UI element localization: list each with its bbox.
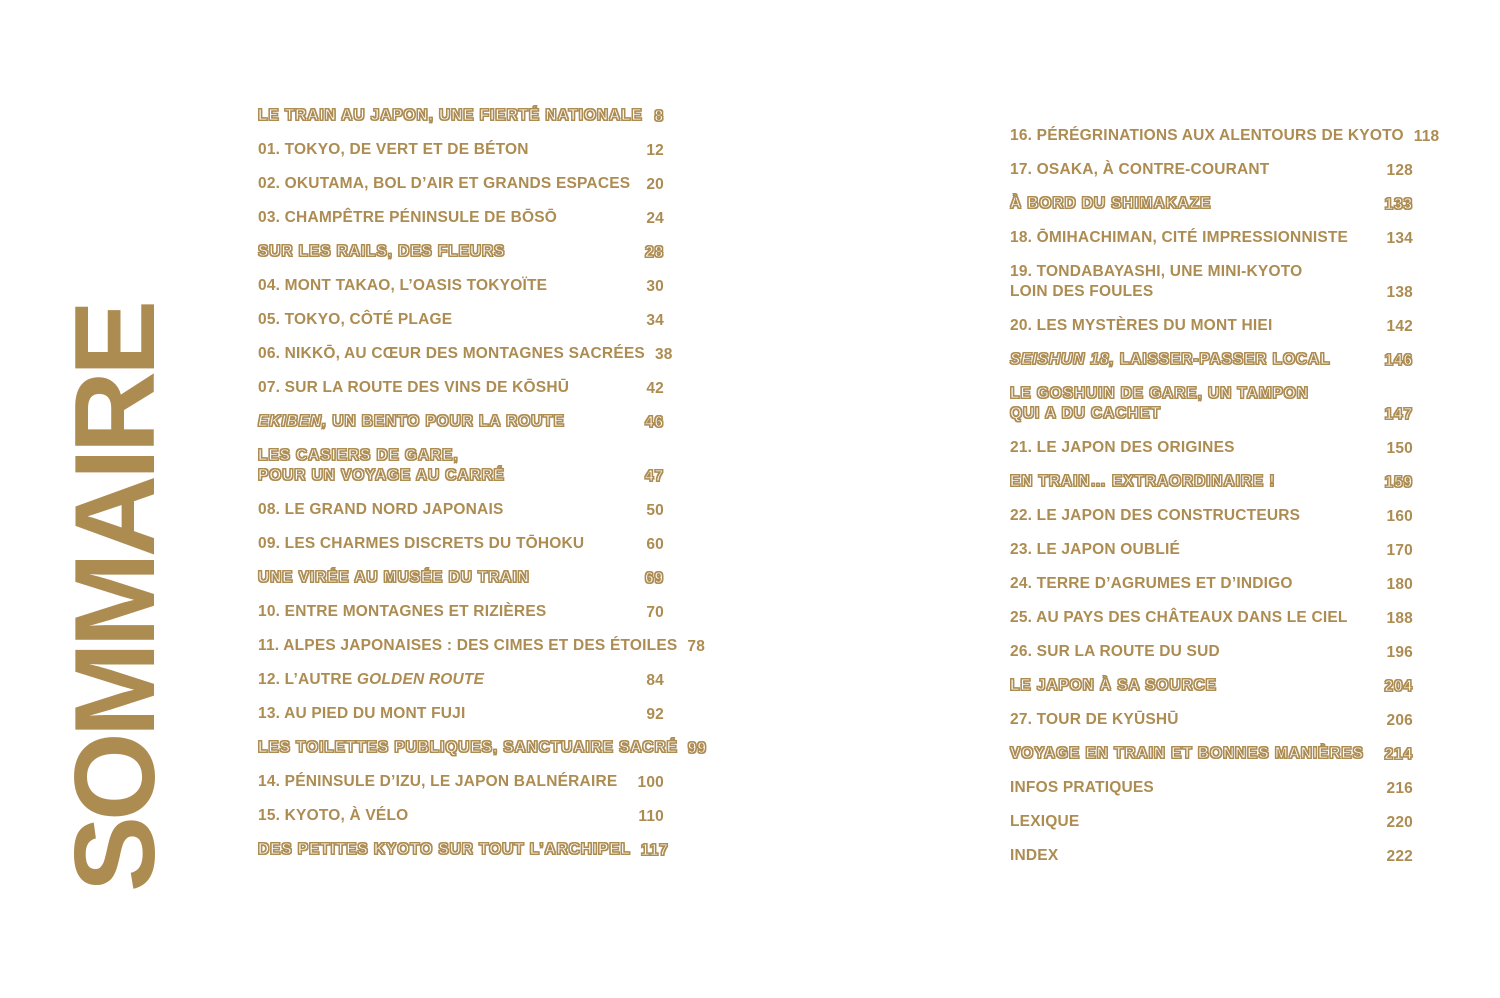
toc-entry-title xyxy=(1010,642,1220,662)
toc-entry-title xyxy=(1010,778,1154,798)
toc-entry-title xyxy=(1010,194,1211,214)
toc-entry xyxy=(258,833,669,867)
toc-entry-title xyxy=(1010,676,1217,696)
toc-entry xyxy=(1010,805,1413,839)
toc-entry-title xyxy=(258,602,546,622)
toc-entry xyxy=(1010,431,1413,465)
toc-entry-page-number: 146 xyxy=(1384,352,1413,369)
toc-entry-page-number: 142 xyxy=(1386,318,1413,335)
toc-entry-title xyxy=(258,446,505,486)
toc-entry-text: 08. LE GRAND NORD JAPONAIS xyxy=(258,501,504,518)
toc-entry-page-number: 70 xyxy=(646,604,664,621)
toc-entry xyxy=(258,697,664,731)
toc-entry-page-number: 204 xyxy=(1384,678,1413,695)
toc-entry-title xyxy=(258,106,643,126)
toc-entry-text: 12. L’AUTRE xyxy=(258,671,357,688)
toc-entry-page-number: 34 xyxy=(646,312,664,329)
toc-entry-text: 23. LE JAPON OUBLIÉ xyxy=(1010,541,1181,558)
toc-entry-page-number: 180 xyxy=(1386,576,1413,593)
toc-entry-title xyxy=(1010,846,1058,866)
toc-left-column xyxy=(258,99,707,867)
toc-entry-text: SEISHUN 18, xyxy=(1010,351,1115,368)
toc-entry-text: 24. TERRE D’AGRUMES ET D’INDIGO xyxy=(1010,575,1293,592)
toc-entry-page-number: 150 xyxy=(1386,440,1413,457)
toc-entry-page-number: 69 xyxy=(644,570,664,587)
toc-entry-text: LAISSER-PASSER LOCAL xyxy=(1114,351,1331,368)
toc-entry-title xyxy=(258,772,617,792)
toc-entry-text: VOYAGE EN TRAIN ET BONNES MANIÈRES xyxy=(1010,745,1364,762)
toc-entry xyxy=(1010,669,1413,703)
toc-entry-text: LE GOSHUIN DE GARE, UN TAMPON xyxy=(1010,385,1309,402)
toc-entry xyxy=(258,595,664,629)
toc-entry-text: 15. KYOTO, À VÉLO xyxy=(258,807,409,824)
toc-entry-text: 03. CHAMPÊTRE PÉNINSULE DE BŌSŌ xyxy=(258,209,558,226)
toc-entry-text: 21. LE JAPON DES ORIGINES xyxy=(1010,439,1235,456)
toc-entry-page-number: 20 xyxy=(646,176,664,193)
toc-entry xyxy=(258,439,664,493)
toc-entry-title xyxy=(258,738,678,758)
toc-entry-title xyxy=(1010,812,1079,832)
toc-entry-page-number: 50 xyxy=(646,502,664,519)
toc-entry-text: 10. ENTRE MONTAGNES ET RIZIÈRES xyxy=(258,603,547,620)
toc-entry-text: QUI A DU CACHET xyxy=(1010,405,1161,422)
toc-entry-page-number: 100 xyxy=(637,774,664,791)
toc-entry-page-number: 110 xyxy=(638,808,664,825)
toc-entry xyxy=(258,371,664,405)
toc-entry-text: LES TOILETTES PUBLIQUES, SANCTUAIRE SACRÉ xyxy=(258,739,678,756)
toc-entry xyxy=(258,133,664,167)
toc-entry xyxy=(258,731,707,765)
toc-entry-title xyxy=(1010,126,1404,146)
toc-entry-page-number: 46 xyxy=(644,414,664,431)
toc-entry-text: 02. OKUTAMA, BOL D’AIR ET GRANDS ESPACES xyxy=(258,175,631,192)
toc-entry-text: 20. LES MYSTÈRES DU MONT HIEI xyxy=(1010,317,1273,334)
toc-entry-text: LOIN DES FOULES xyxy=(1010,283,1154,300)
toc-entry-page-number: 84 xyxy=(646,672,664,689)
toc-entry-page-number: 134 xyxy=(1386,230,1413,247)
toc-entry-text: 13. AU PIED DU MONT FUJI xyxy=(258,705,466,722)
toc-entry-text: 04. MONT TAKAO, L’OASIS TOKYOÏTE xyxy=(258,277,548,294)
toc-entry-text: POUR UN VOYAGE AU CARRÉ xyxy=(258,467,505,484)
toc-entry-page-number: 216 xyxy=(1386,780,1413,797)
toc-entry xyxy=(1010,465,1413,499)
toc-entry-title xyxy=(258,140,529,160)
toc-entry-page-number: 78 xyxy=(687,638,706,655)
toc-entry xyxy=(1010,771,1413,805)
toc-entry-text: 18. ŌMIHACHIMAN, CITÉ IMPRESSIONNISTE xyxy=(1010,229,1349,246)
toc-entry-page-number: 220 xyxy=(1386,814,1413,831)
toc-entry-text: EKIBEN, xyxy=(258,413,328,430)
toc-entry xyxy=(1010,635,1413,669)
toc-entry-text: 19. TONDABAYASHI, UNE MINI-KYOTO xyxy=(1010,263,1303,280)
toc-entry xyxy=(1010,703,1413,737)
toc-entry-title xyxy=(1010,350,1330,370)
toc-entry-text: 25. AU PAYS DES CHÂTEAUX DANS LE CIEL xyxy=(1010,609,1348,626)
toc-entry xyxy=(1010,153,1413,187)
toc-entry-page-number: 118 xyxy=(1413,128,1440,145)
toc-entry-title xyxy=(1010,160,1269,180)
toc-entry xyxy=(1010,221,1413,255)
toc-entry-page-number: 206 xyxy=(1386,712,1413,729)
toc-entry-title xyxy=(258,670,484,690)
toc-entry xyxy=(258,629,706,663)
toc-entry xyxy=(258,269,664,303)
toc-entry-title xyxy=(258,568,530,588)
toc-entry-page-number: 8 xyxy=(654,108,664,125)
toc-entry-page-number: 47 xyxy=(644,468,664,485)
toc-entry-page-number: 133 xyxy=(1384,196,1413,213)
toc-entry xyxy=(1010,567,1413,601)
toc-entry xyxy=(258,337,673,371)
toc-entry xyxy=(1010,737,1413,771)
toc-right-column xyxy=(1010,119,1440,873)
toc-entry-text: 26. SUR LA ROUTE DU SUD xyxy=(1010,643,1220,660)
toc-entry-text: LEXIQUE xyxy=(1010,813,1080,830)
toc-entry xyxy=(258,303,664,337)
toc-entry-text: 17. OSAKA, À CONTRE-COURANT xyxy=(1010,161,1270,178)
toc-entry-title xyxy=(258,704,465,724)
toc-entry-text: 09. LES CHARMES DISCRETS DU TŌHOKU xyxy=(258,535,585,552)
toc-entry xyxy=(1010,377,1413,431)
toc-entry-text: 16. PÉRÉGRINATIONS AUX ALENTOURS DE KYOTO xyxy=(1010,127,1404,144)
toc-entry-title xyxy=(1010,744,1364,764)
toc-entry xyxy=(1010,839,1413,873)
toc-entry xyxy=(1010,601,1413,635)
toc-entry-title xyxy=(258,500,504,520)
toc-entry-title xyxy=(258,174,630,194)
toc-entry-title xyxy=(258,412,565,432)
toc-entry-title xyxy=(258,276,547,296)
toc-entry-title xyxy=(1010,608,1348,628)
toc-entry-page-number: 117 xyxy=(640,842,669,859)
toc-entry-title xyxy=(258,636,677,656)
toc-entry-title xyxy=(258,378,569,398)
toc-entry xyxy=(258,799,664,833)
toc-entry-text: À BORD DU SHIMAKAZE xyxy=(1010,195,1212,212)
toc-entry-page-number: 42 xyxy=(646,380,664,397)
toc-entry-text: 06. NIKKŌ, AU CŒUR DES MONTAGNES SACRÉES xyxy=(258,345,645,362)
toc-entry-text: DES PETITES KYOTO SUR TOUT L’ARCHIPEL xyxy=(258,841,631,858)
toc-entry-text: 07. SUR LA ROUTE DES VINS DE KŌSHŪ xyxy=(258,379,570,396)
toc-entry-text: 05. TOKYO, CÔTÉ PLAGE xyxy=(258,311,453,328)
toc-entry-title xyxy=(1010,384,1309,424)
toc-entry-text: INFOS PRATIQUES xyxy=(1010,779,1154,796)
toc-entry-page-number: 222 xyxy=(1386,848,1413,865)
toc-entry-text: EN TRAIN… EXTRAORDINAIRE ! xyxy=(1010,473,1276,490)
toc-entry xyxy=(258,493,664,527)
page-title: SOMMAIRE xyxy=(52,305,179,892)
toc-entry-title xyxy=(258,310,452,330)
toc-entry-text: SUR LES RAILS, DES FLEURS xyxy=(258,243,506,260)
toc-entry xyxy=(1010,499,1413,533)
toc-entry-page-number: 30 xyxy=(646,278,664,295)
toc-entry-text: 01. TOKYO, DE VERT ET DE BÉTON xyxy=(258,141,529,158)
toc-entry-page-number: 28 xyxy=(644,244,664,261)
toc-entry-page-number: 214 xyxy=(1384,746,1413,763)
toc-entry-text: LE JAPON À SA SOURCE xyxy=(1010,677,1217,694)
toc-entry-title xyxy=(1010,540,1180,560)
toc-entry xyxy=(258,167,664,201)
toc-entry xyxy=(258,99,664,133)
toc-entry-title xyxy=(1010,710,1179,730)
toc-entry-title xyxy=(1010,438,1235,458)
toc-entry-page-number: 24 xyxy=(646,210,664,227)
toc-entry-page-number: 128 xyxy=(1386,162,1413,179)
toc-entry-title xyxy=(258,242,505,262)
toc-entry xyxy=(258,235,664,269)
toc-entry-page-number: 159 xyxy=(1384,474,1413,491)
toc-entry-page-number: 196 xyxy=(1386,644,1413,661)
toc-entry-title xyxy=(258,840,631,860)
toc-entry xyxy=(258,561,664,595)
toc-entry-title xyxy=(258,806,408,826)
toc-entry-page-number: 170 xyxy=(1386,542,1413,559)
toc-entry xyxy=(1010,533,1413,567)
toc-entry-page-number: 160 xyxy=(1386,508,1413,525)
toc-entry-title xyxy=(258,344,645,364)
toc-entry-text: UN BENTO POUR LA ROUTE xyxy=(327,413,565,430)
toc-entry-title xyxy=(1010,228,1348,248)
toc-entry-page-number: 38 xyxy=(654,346,673,363)
toc-entry-text: 22. LE JAPON DES CONSTRUCTEURS xyxy=(1010,507,1301,524)
toc-entry-page-number: 99 xyxy=(687,740,707,757)
toc-entry-text: 11. ALPES JAPONAISES : DES CIMES ET DES ÉTOILES xyxy=(258,637,678,654)
toc-entry xyxy=(258,663,664,697)
toc-entry-page-number: 92 xyxy=(646,706,664,723)
toc-entry xyxy=(258,527,664,561)
toc-entry-text: UNE VIRÉE AU MUSÉE DU TRAIN xyxy=(258,569,530,586)
toc-entry xyxy=(258,405,664,439)
toc-entry-page-number: 188 xyxy=(1386,610,1413,627)
toc-entry xyxy=(1010,187,1413,221)
toc-entry-text: LES CASIERS DE GARE, xyxy=(258,447,459,464)
toc-entry-page-number: 12 xyxy=(646,142,664,159)
toc-entry xyxy=(1010,255,1413,309)
toc-entry-text: 27. TOUR DE KYŪSHŪ xyxy=(1010,711,1179,728)
toc-entry xyxy=(1010,119,1440,153)
toc-entry-title xyxy=(1010,506,1300,526)
toc-entry xyxy=(258,201,664,235)
toc-entry-title xyxy=(1010,316,1272,336)
toc-entry-text: 14. PÉNINSULE D’IZU, LE JAPON BALNÉRAIRE xyxy=(258,773,618,790)
toc-entry-page-number: 138 xyxy=(1386,284,1413,301)
toc-entry xyxy=(1010,309,1413,343)
toc-entry-title xyxy=(258,208,557,228)
toc-entry-title xyxy=(1010,472,1275,492)
toc-entry-page-number: 60 xyxy=(646,536,664,553)
toc-entry-text: LE TRAIN AU JAPON, UNE FIERTÉ NATIONALE xyxy=(258,107,643,124)
toc-entry-title xyxy=(258,534,584,554)
toc-entry-page-number: 147 xyxy=(1384,406,1413,423)
toc-entry-text: INDEX xyxy=(1010,847,1059,864)
toc-entry-title xyxy=(1010,574,1293,594)
toc-entry-title xyxy=(1010,262,1302,302)
toc-entry xyxy=(1010,343,1413,377)
toc-entry xyxy=(258,765,664,799)
toc-entry-text: GOLDEN ROUTE xyxy=(356,671,485,688)
